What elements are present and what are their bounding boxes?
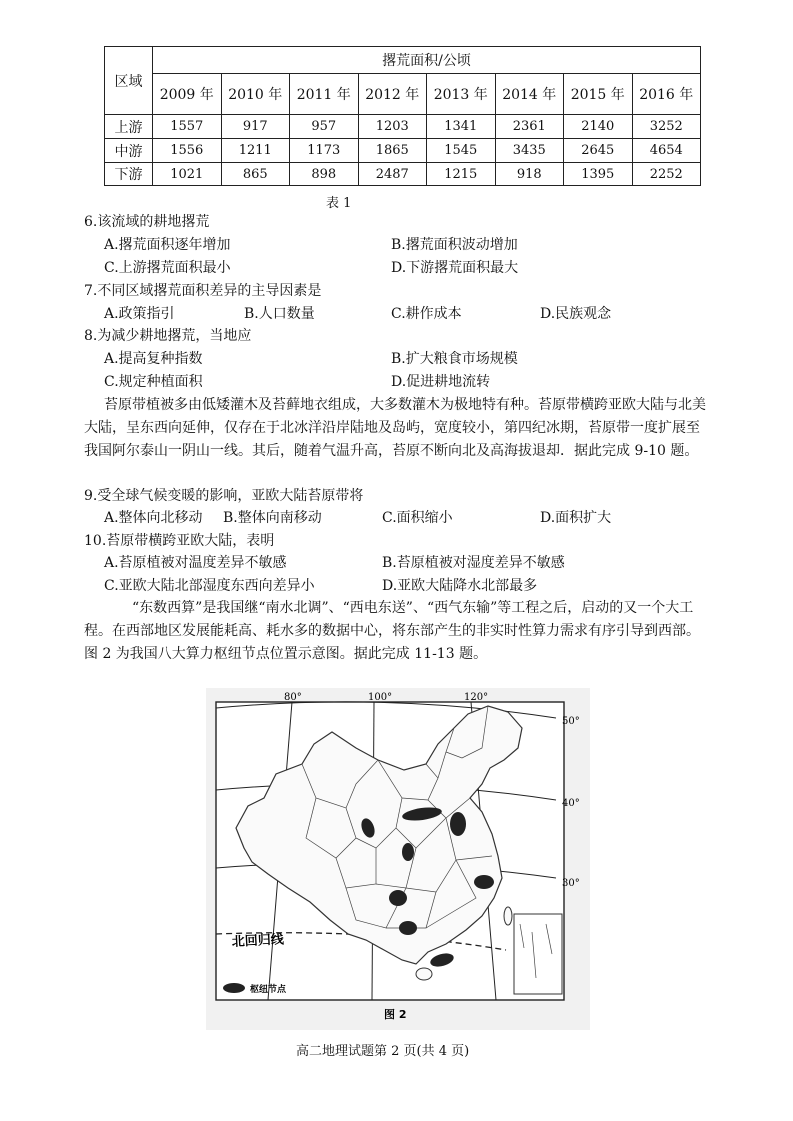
region-label: 上游 [105, 115, 153, 139]
lat-label: 30° [562, 878, 580, 889]
table-cell: 4654 [632, 139, 701, 163]
year-header: 2012 年 [358, 74, 427, 115]
table-cell: 1557 [153, 115, 222, 139]
q6-option-b: B.撂荒面积波动增加 [391, 237, 518, 253]
hub-node [399, 921, 417, 935]
q9-option-a: A.整体向北移动 [104, 510, 203, 526]
q6-option-c: C.上游撂荒面积最小 [104, 260, 231, 276]
year-header: 2009 年 [153, 74, 222, 115]
hub-node [402, 843, 414, 861]
q8-option-c: C.规定种植面积 [104, 374, 203, 390]
table-cell: 2487 [358, 163, 427, 186]
table-cell: 1215 [427, 163, 496, 186]
q10-option-d: D.亚欧大陆降水北部最多 [382, 578, 538, 594]
q9-option-b: B.整体向南移动 [223, 510, 322, 526]
region-label: 下游 [105, 163, 153, 186]
year-header: 2010 年 [221, 74, 290, 115]
q8-stem: 8.为减少耕地撂荒，当地应 [84, 328, 252, 344]
q9-option-c: C.面积缩小 [382, 510, 453, 526]
q6-option-d: D.下游撂荒面积最大 [391, 260, 519, 276]
figure-caption: 图 2 [384, 1008, 407, 1021]
q7-option-c: C.耕作成本 [391, 306, 462, 322]
south-china-sea-inset [514, 914, 562, 994]
table-cell: 2252 [632, 163, 701, 186]
table-cell: 898 [290, 163, 359, 186]
year-header: 2013 年 [427, 74, 496, 115]
table-cell: 1341 [427, 115, 496, 139]
lat-label: 40° [562, 798, 580, 809]
taiwan-island [504, 907, 512, 925]
tundra-passage: 苔原带植被多由低矮灌木及苔藓地衣组成，大多数灌木为极地特有种。苔原带横跨亚欧大陆与北美大陆，呈东西向延伸，仅存在于北冰洋沿岸陆地及岛屿，宽度较小，第四纪冰期，苔原带一度扩展至我国阿尔泰山一阴山一线。其后，随着气温升高，苔原不断向北及高海拔退却．据此完成 9-10 题。 [84, 397, 706, 459]
table-cell: 1173 [290, 139, 359, 163]
q7-option-d: D.民族观念 [540, 306, 612, 322]
table-cell: 917 [221, 115, 290, 139]
q9-stem: 9.受全球气候变暖的影响，亚欧大陆苔原带将 [84, 488, 364, 504]
legend-node-icon [223, 983, 245, 993]
table-cell: 2645 [564, 139, 633, 163]
computing-hub-map [206, 688, 590, 1030]
table-cell: 3435 [495, 139, 564, 163]
lon-label: 80° [284, 692, 302, 703]
hub-node [450, 812, 466, 836]
q7-stem: 7.不同区域撂荒面积差异的主导因素是 [84, 283, 322, 299]
table-cell: 918 [495, 163, 564, 186]
data-center-passage: “东数西算”是我国继“南水北调”、“西电东送”、“西气东输”等工程之后，启动的又一个大工程。在西部地区发展能耗高、耗水多的数据中心，将东部产生的非实时性算力需求有序引导到西部。图 2 为我国八大算力枢纽节点位置示意图。据此完成 11-13 题。 [84, 600, 700, 662]
year-header: 2014 年 [495, 74, 564, 115]
q9-option-d: D.面积扩大 [540, 510, 612, 526]
year-header: 2011 年 [290, 74, 359, 115]
legend-label: 枢纽节点 [250, 985, 287, 995]
table-cell: 865 [221, 163, 290, 186]
table-cell: 2361 [495, 115, 564, 139]
lon-label: 120° [464, 692, 489, 703]
lon-label: 100° [368, 692, 393, 703]
q10-stem: 10.苔原带横跨亚欧大陆，表明 [84, 533, 275, 549]
q10-option-b: B.苔原植被对湿度差异不敏感 [382, 555, 565, 571]
q7-option-a: A.政策指引 [104, 306, 175, 322]
q8-option-d: D.促进耕地流转 [391, 374, 491, 390]
hub-node [474, 875, 494, 889]
table-cell: 1211 [221, 139, 290, 163]
table-cell: 1021 [153, 163, 222, 186]
q7-option-b: B.人口数量 [244, 306, 315, 322]
hainan-island [416, 968, 432, 980]
region-header: 区域 [105, 47, 153, 115]
table-cell: 1556 [153, 139, 222, 163]
q8-option-a: A.提高复种指数 [104, 351, 203, 367]
table-cell: 957 [290, 115, 359, 139]
hub-node [389, 890, 407, 906]
table-cell: 1395 [564, 163, 633, 186]
lat-label: 50° [562, 716, 580, 727]
wasteland-area-table [104, 46, 701, 186]
year-header: 2015 年 [564, 74, 633, 115]
page-footer: 高二地理试题第 2 页(共 4 页) [296, 1044, 470, 1059]
table-cell: 3252 [632, 115, 701, 139]
table-caption: 表 1 [326, 196, 352, 211]
table-cell: 1203 [358, 115, 427, 139]
q10-option-c: C.亚欧大陆北部湿度东西向差异小 [104, 578, 315, 594]
region-label: 中游 [105, 139, 153, 163]
table-cell: 2140 [564, 115, 633, 139]
year-header: 2016 年 [632, 74, 701, 115]
q6-option-a: A.撂荒面积逐年增加 [104, 237, 231, 253]
q10-option-a: A.苔原植被对温度差异不敏感 [104, 555, 287, 571]
area-header: 撂荒面积/公顷 [153, 47, 701, 74]
q6-stem: 6.该流域的耕地撂荒 [84, 214, 210, 230]
q8-option-b: B.扩大粮食市场规模 [391, 351, 518, 367]
tropic-label: 北回归线 [231, 932, 285, 950]
table-cell: 1545 [427, 139, 496, 163]
table-cell: 1865 [358, 139, 427, 163]
